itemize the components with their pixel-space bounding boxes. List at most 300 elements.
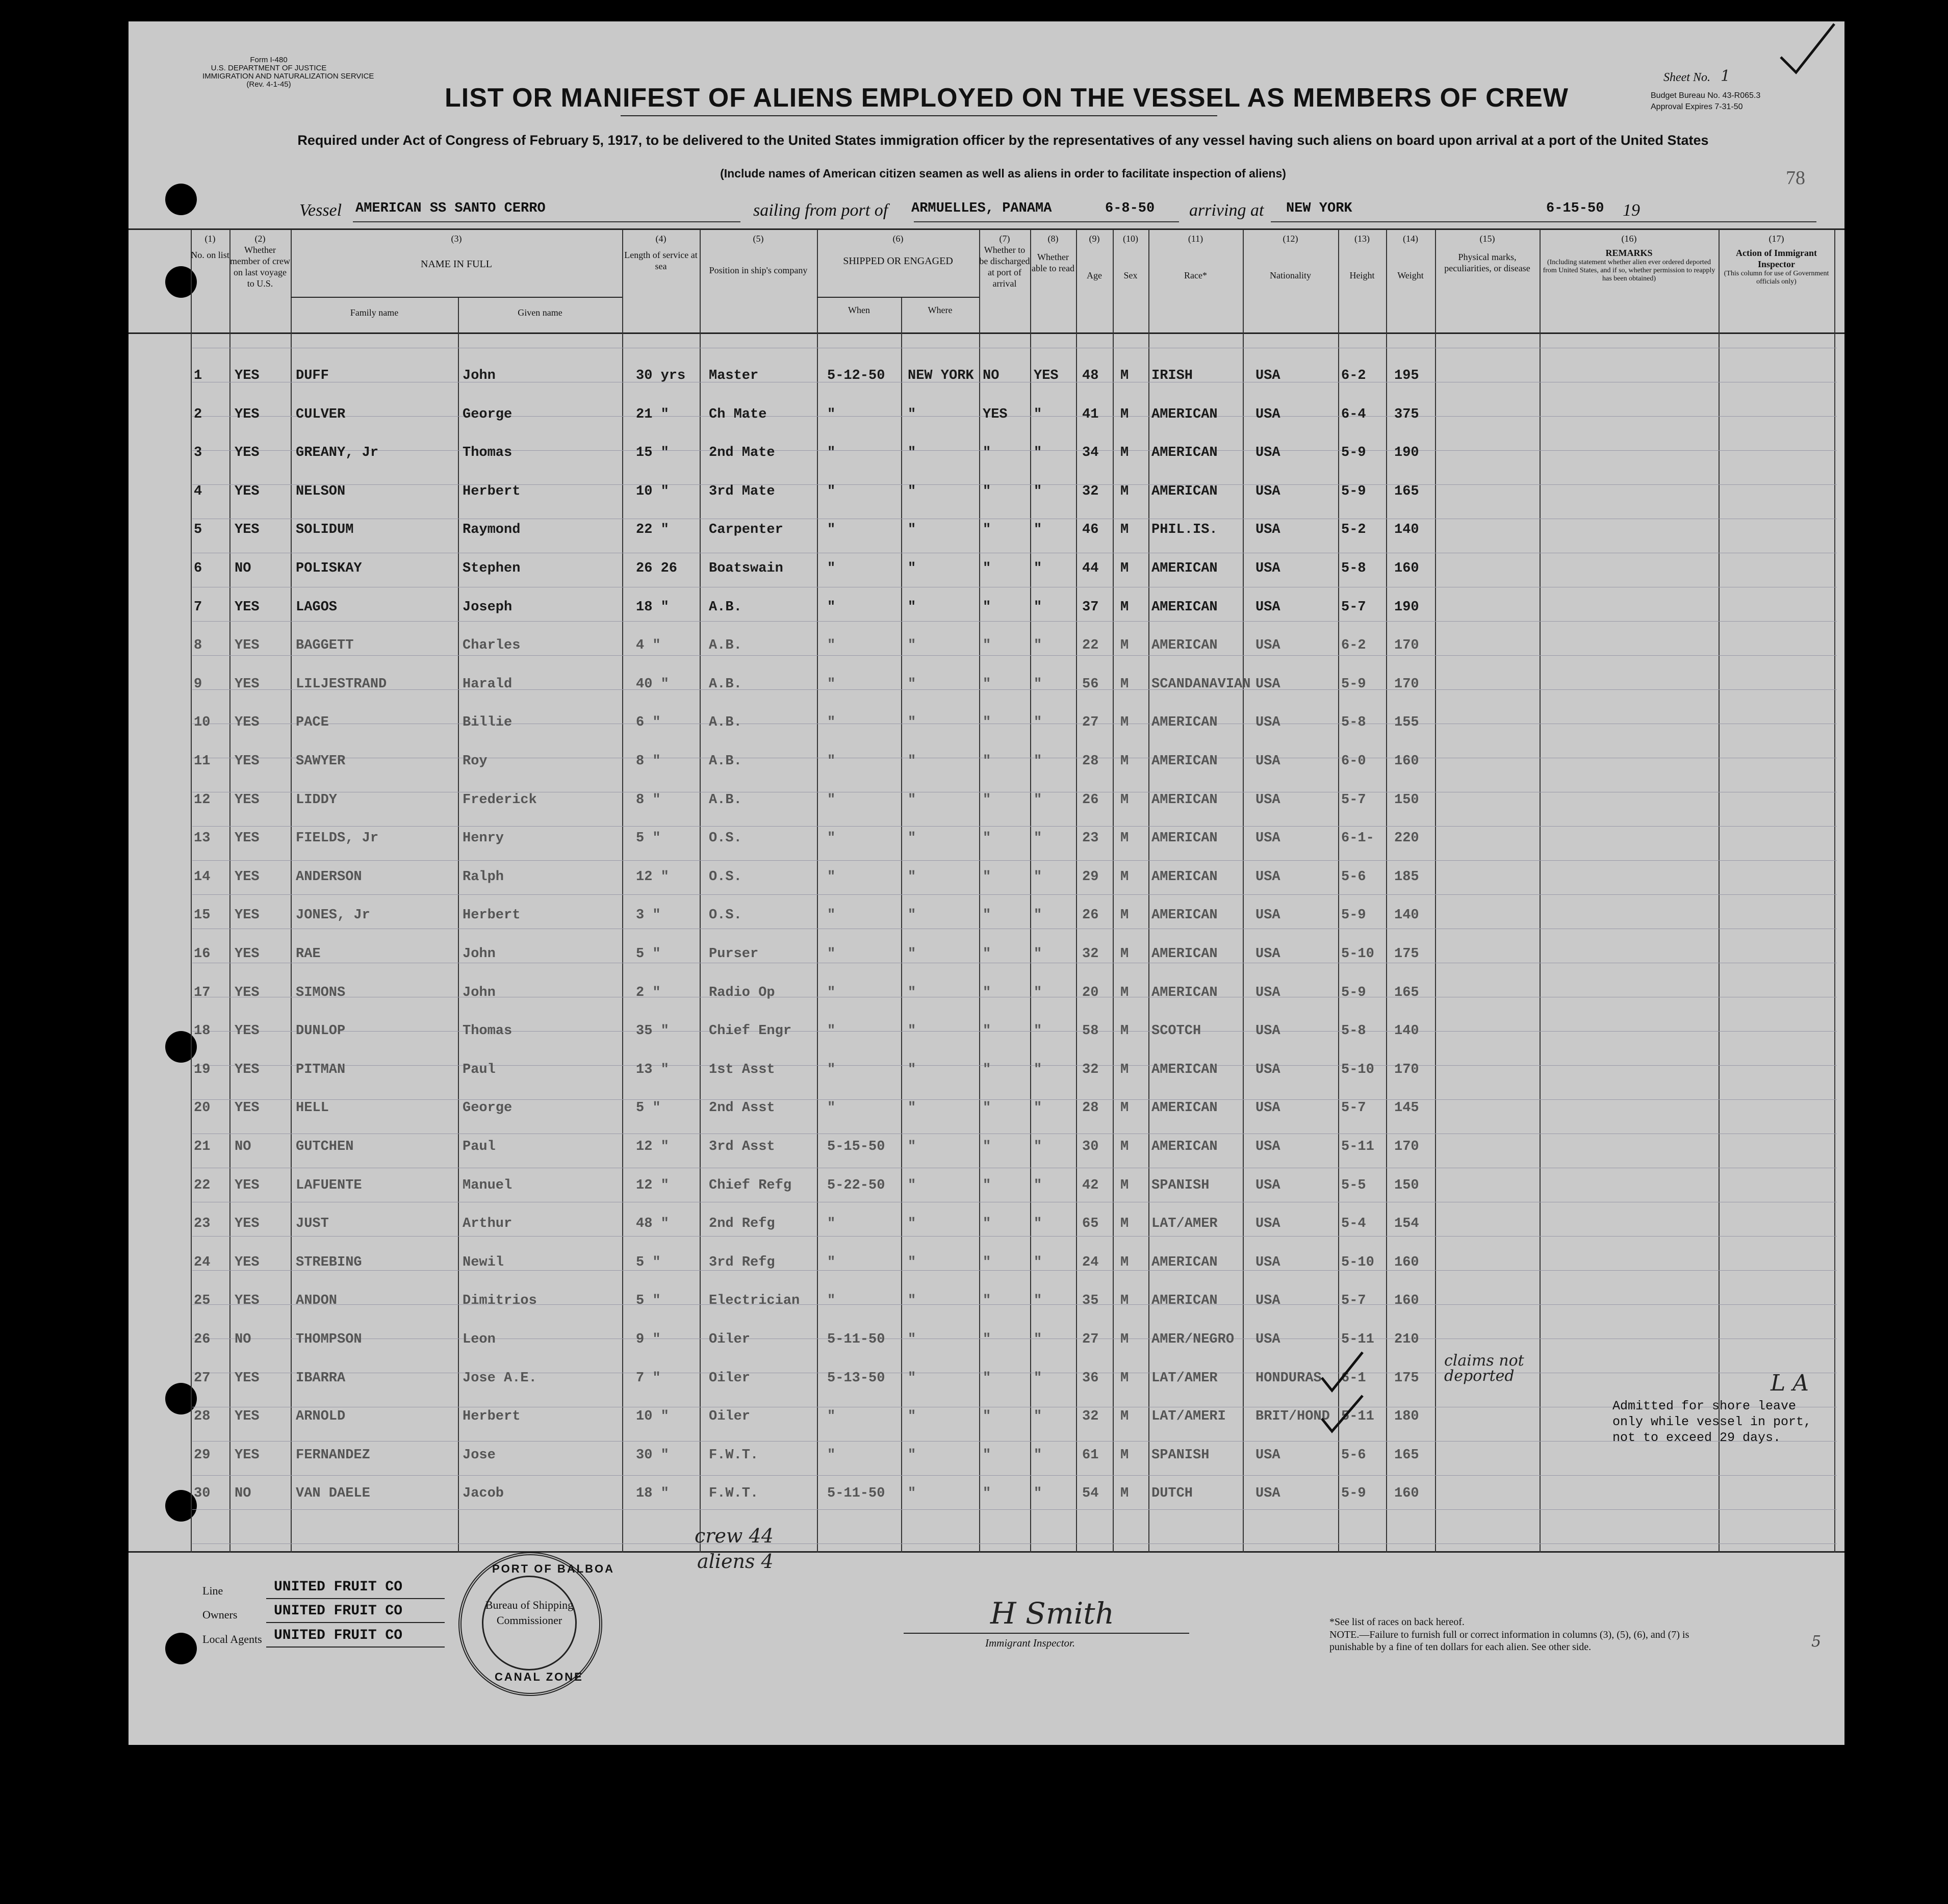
service-length-cell: 5 "	[636, 1293, 661, 1309]
shipped-where-cell: "	[908, 522, 916, 538]
line-rule	[266, 1598, 445, 1599]
sex-cell: M	[1120, 946, 1129, 962]
ruled-line	[192, 1543, 1837, 1544]
weight-cell: 185	[1394, 869, 1419, 885]
given-name-cell: John	[463, 985, 496, 1000]
discharged-cell: "	[983, 561, 991, 576]
height-cell: 5-7	[1341, 1100, 1366, 1116]
given-name-cell: George	[463, 406, 512, 422]
height-cell: 6-2	[1341, 368, 1366, 383]
age-cell: 32	[1082, 946, 1099, 962]
col-line	[1148, 229, 1149, 1553]
owners-rule	[266, 1622, 445, 1623]
service-length-cell: 18 "	[636, 599, 669, 615]
family-name-cell: JUST	[296, 1216, 329, 1232]
weight-cell: 375	[1394, 406, 1419, 422]
row-number-cell: 4	[194, 483, 202, 499]
position-cell: 2nd Refg	[709, 1216, 775, 1232]
shipped-when-cell: 5-11-50	[827, 1332, 885, 1347]
approval-expires: Approval Expires 7-31-50	[1651, 102, 1743, 111]
form-service: IMMIGRATION AND NATURALIZATION SERVICE	[202, 72, 374, 81]
port-of-balboa-seal	[458, 1552, 614, 1696]
nationality-cell: USA	[1255, 1216, 1280, 1232]
discharged-cell: "	[983, 946, 991, 962]
family-name-cell: DUNLOP	[296, 1023, 346, 1039]
position-cell: O.S.	[709, 831, 742, 846]
prev-voyage-cell: YES	[235, 985, 260, 1000]
row-number-cell: 23	[194, 1216, 211, 1232]
weight-cell: 155	[1394, 715, 1419, 731]
inspector-initials: L A	[1771, 1370, 1809, 1396]
nationality-cell: USA	[1255, 406, 1280, 422]
race-cell: AMERICAN	[1151, 1139, 1218, 1154]
nationality-cell: USA	[1255, 368, 1280, 383]
height-cell: 5-7	[1341, 792, 1366, 808]
shipped-where-cell: NEW YORK	[908, 368, 974, 383]
shipped-where-cell: "	[908, 406, 916, 422]
able-to-read-cell: "	[1034, 1216, 1042, 1232]
position-cell: Oiler	[709, 1332, 751, 1347]
sex-cell: M	[1120, 368, 1129, 383]
shipped-where-cell: "	[908, 1409, 916, 1425]
family-name-cell: POLISKAY	[296, 561, 362, 576]
service-length-cell: 5 "	[636, 831, 661, 846]
position-cell: O.S.	[709, 908, 742, 923]
discharged-cell: "	[983, 445, 991, 461]
family-name-cell: LIDDY	[296, 792, 338, 808]
weight-cell: 160	[1394, 1293, 1419, 1309]
service-length-cell: 3 "	[636, 908, 661, 923]
prev-voyage-cell: NO	[235, 1139, 251, 1154]
ruled-line	[192, 1099, 1837, 1100]
row-number-cell: 27	[194, 1370, 211, 1386]
shipped-when-cell: "	[827, 483, 836, 499]
race-cell: LAT/AMERI	[1151, 1409, 1226, 1425]
service-length-cell: 12 "	[636, 1177, 669, 1193]
date-rule	[1505, 221, 1816, 222]
given-name-cell: Harald	[463, 676, 512, 692]
service-length-cell: 5 "	[636, 1100, 661, 1116]
claims-annotation: claims not deported	[1444, 1352, 1524, 1385]
height-cell: 6-0	[1341, 754, 1366, 769]
col-9-header: (9) Age	[1087, 234, 1102, 280]
able-to-read-cell: "	[1034, 792, 1042, 808]
given-name-cell: Joseph	[463, 599, 512, 615]
shipped-when-cell: "	[827, 406, 836, 422]
nationality-cell: HONDURAS	[1255, 1370, 1322, 1386]
age-cell: 65	[1082, 1216, 1099, 1232]
service-length-cell: 15 "	[636, 445, 669, 461]
col-2-header: (2) Whether member of crew on last voyage to U.S.	[230, 234, 290, 289]
row-number-cell: 17	[194, 985, 211, 1000]
service-length-cell: 12 "	[636, 1139, 669, 1154]
col-10-header: (10) Sex	[1123, 234, 1138, 280]
sex-cell: M	[1120, 1370, 1129, 1386]
given-name-cell: George	[463, 1100, 512, 1116]
able-to-read-cell: "	[1034, 946, 1042, 962]
sex-cell: M	[1120, 908, 1129, 923]
shipped-when-cell: "	[827, 676, 836, 692]
age-cell: 37	[1082, 599, 1099, 615]
sex-cell: M	[1120, 599, 1129, 615]
ruled-line	[192, 416, 1837, 417]
shipped-when-cell: "	[827, 831, 836, 846]
nationality-cell: USA	[1255, 1062, 1280, 1077]
given-name-cell: Roy	[463, 754, 488, 769]
row-number-cell: 18	[194, 1023, 211, 1039]
race-cell: AMERICAN	[1151, 406, 1218, 422]
given-name-cell: Manuel	[463, 1177, 512, 1193]
able-to-read-cell: "	[1034, 1177, 1042, 1193]
line-value: UNITED FRUIT CO	[274, 1579, 403, 1595]
ruled-line	[192, 1509, 1837, 1510]
service-length-cell: 8 "	[636, 754, 661, 769]
weight-cell: 175	[1394, 1370, 1419, 1386]
able-to-read-cell: "	[1034, 1332, 1042, 1347]
discharged-cell: "	[983, 1254, 991, 1270]
family-name-cell: STREBING	[296, 1254, 362, 1270]
shipped-where-cell: "	[908, 638, 916, 654]
height-cell: 5-5	[1341, 1177, 1366, 1193]
shipped-where-cell: "	[908, 1486, 916, 1502]
shipped-when-cell: "	[827, 1100, 836, 1116]
age-cell: 20	[1082, 985, 1099, 1000]
ruled-line	[192, 826, 1837, 827]
age-cell: 54	[1082, 1486, 1099, 1502]
prev-voyage-cell: YES	[235, 715, 260, 731]
given-name-cell: Thomas	[463, 445, 512, 461]
name-split-rule	[291, 297, 622, 298]
col-line	[1719, 229, 1720, 1553]
height-cell: 5-4	[1341, 1216, 1366, 1232]
given-name-cell: Leon	[463, 1332, 496, 1347]
discharged-cell: "	[983, 1100, 991, 1116]
family-name-cell: NELSON	[296, 483, 346, 499]
position-cell: A.B.	[709, 792, 742, 808]
age-cell: 46	[1082, 522, 1099, 538]
shipped-where-cell: "	[908, 445, 916, 461]
height-cell: 5-11	[1341, 1139, 1374, 1154]
ruled-line	[192, 1270, 1837, 1271]
prev-voyage-cell: YES	[235, 522, 260, 538]
prev-voyage-cell: NO	[235, 561, 251, 576]
nationality-cell: USA	[1255, 599, 1280, 615]
weight-cell: 145	[1394, 1100, 1419, 1116]
shipped-when-cell: "	[827, 754, 836, 769]
discharged-cell: "	[983, 1177, 991, 1193]
able-to-read-cell: "	[1034, 1100, 1042, 1116]
sex-cell: M	[1120, 1023, 1129, 1039]
sex-cell: M	[1120, 985, 1129, 1000]
sex-cell: M	[1120, 869, 1129, 885]
position-cell: Boatswain	[709, 561, 783, 576]
age-cell: 27	[1082, 1332, 1099, 1347]
row-number-cell: 11	[194, 754, 211, 769]
inspector-signature: H Smith	[990, 1596, 1114, 1631]
shipped-where-cell: "	[908, 1177, 916, 1193]
family-name-cell: ANDON	[296, 1293, 338, 1309]
service-length-cell: 5 "	[636, 1254, 661, 1270]
row-number-cell: 21	[194, 1139, 211, 1154]
sex-cell: M	[1120, 1332, 1129, 1347]
weight-cell: 180	[1394, 1409, 1419, 1425]
prev-voyage-cell: YES	[235, 754, 260, 769]
given-name-cell: Thomas	[463, 1023, 512, 1039]
able-to-read-cell: "	[1034, 1409, 1042, 1425]
subtitle: Required under Act of Congress of February 5, 1917, to be delivered to the United States immigration officer by the representatives of any vessel having such aliens on board upon arrival at a port of the United States	[297, 133, 1709, 148]
race-cell: AMERICAN	[1151, 908, 1218, 923]
nationality-cell: USA	[1255, 715, 1280, 731]
table-header-rule	[129, 332, 1844, 334]
row-number-cell: 13	[194, 831, 211, 846]
able-to-read-cell: "	[1034, 1486, 1042, 1502]
height-cell: 5-9	[1341, 483, 1366, 499]
weight-cell: 195	[1394, 368, 1419, 383]
family-name-cell: LILJESTRAND	[296, 676, 387, 692]
col-line	[1834, 229, 1835, 1553]
able-to-read-cell: "	[1034, 1370, 1042, 1386]
seal-inner	[482, 1576, 577, 1670]
sex-cell: M	[1120, 1062, 1129, 1077]
age-cell: 24	[1082, 1254, 1099, 1270]
sex-cell: M	[1120, 1293, 1129, 1309]
height-cell: 5-9	[1341, 985, 1366, 1000]
family-name-cell: ANDERSON	[296, 869, 362, 885]
age-cell: 36	[1082, 1370, 1099, 1386]
position-cell: O.S.	[709, 869, 742, 885]
position-cell: Master	[709, 368, 759, 383]
nationality-cell: USA	[1255, 1139, 1280, 1154]
sex-cell: M	[1120, 792, 1129, 808]
race-cell: SPANISH	[1151, 1177, 1210, 1193]
seal-top-text: PORT OF BALBOA	[492, 1562, 614, 1575]
shipped-where-cell: "	[908, 1216, 916, 1232]
shipped-when-cell: "	[827, 792, 836, 808]
discharged-cell: "	[983, 1486, 991, 1502]
shipped-where-cell: "	[908, 1370, 916, 1386]
service-length-cell: 21 "	[636, 406, 669, 422]
given-name-cell: Arthur	[463, 1216, 512, 1232]
row-number-cell: 20	[194, 1100, 211, 1116]
weight-cell: 150	[1394, 1177, 1419, 1193]
age-cell: 58	[1082, 1023, 1099, 1039]
race-cell: AMERICAN	[1151, 1062, 1218, 1077]
prev-voyage-cell: YES	[235, 1370, 260, 1386]
arriving-label: arriving at	[1189, 201, 1264, 220]
checkmark-icon	[1317, 1347, 1368, 1449]
nationality-cell: USA	[1255, 561, 1280, 576]
nationality-cell: USA	[1255, 445, 1280, 461]
age-cell: 48	[1082, 368, 1099, 383]
weight-cell: 170	[1394, 638, 1419, 654]
shipped-when-cell: "	[827, 1062, 836, 1077]
race-cell: AMERICAN	[1151, 445, 1218, 461]
height-cell: 5-2	[1341, 522, 1366, 538]
weight-cell: 160	[1394, 754, 1419, 769]
race-cell: AMERICAN	[1151, 561, 1218, 576]
nationality-cell: USA	[1255, 1254, 1280, 1270]
col-11-header: (11) Race*	[1184, 234, 1207, 280]
line-label: Line	[202, 1584, 223, 1597]
shipped-split-rule	[817, 297, 979, 298]
discharged-cell: "	[983, 1447, 991, 1463]
weight-cell: 140	[1394, 908, 1419, 923]
service-length-cell: 9 "	[636, 1332, 661, 1347]
shipped-when-cell: "	[827, 1254, 836, 1270]
family-name-cell: FERNANDEZ	[296, 1447, 370, 1463]
shipped-when-cell: "	[827, 946, 836, 962]
row-number-cell: 12	[194, 792, 211, 808]
page-title: LIST OR MANIFEST OF ALIENS EMPLOYED ON THE VESSEL AS MEMBERS OF CREW	[445, 83, 1569, 113]
nationality-cell: USA	[1255, 831, 1280, 846]
binder-hole	[165, 1031, 197, 1063]
race-cell: AMERICAN	[1151, 599, 1218, 615]
prev-voyage-cell: YES	[235, 599, 260, 615]
able-to-read-cell: "	[1034, 445, 1042, 461]
vessel-label: Vessel	[299, 201, 342, 220]
ruled-line	[192, 484, 1837, 485]
family-name-cell: LAGOS	[296, 599, 338, 615]
age-cell: 26	[1082, 908, 1099, 923]
height-cell: 5-10	[1341, 946, 1374, 962]
col-line	[1113, 229, 1114, 1553]
family-name-cell: BAGGETT	[296, 638, 354, 654]
row-number-cell: 24	[194, 1254, 211, 1270]
shipped-where-cell: "	[908, 1447, 916, 1463]
height-cell: 5-10	[1341, 1062, 1374, 1077]
owners-label: Owners	[202, 1608, 238, 1621]
able-to-read-cell: "	[1034, 1023, 1042, 1039]
ruled-line	[192, 1475, 1837, 1476]
shipped-where-cell: "	[908, 1293, 916, 1309]
sex-cell: M	[1120, 522, 1129, 538]
nationality-cell: USA	[1255, 1486, 1280, 1502]
shipped-when-cell: 5-13-50	[827, 1370, 885, 1386]
position-cell: 3rd Refg	[709, 1254, 775, 1270]
able-to-read-cell: "	[1034, 599, 1042, 615]
nationality-cell: USA	[1255, 792, 1280, 808]
able-to-read-cell: "	[1034, 406, 1042, 422]
owners-value: UNITED FRUIT CO	[274, 1603, 403, 1619]
sex-cell: M	[1120, 1409, 1129, 1425]
weight-cell: 190	[1394, 599, 1419, 615]
race-cell: PHIL.IS.	[1151, 522, 1218, 538]
nationality-cell: BRIT/HOND	[1255, 1409, 1330, 1425]
given-name-cell: Paul	[463, 1062, 496, 1077]
position-cell: Purser	[709, 946, 759, 962]
discharged-cell: "	[983, 1332, 991, 1347]
shipped-when-cell: "	[827, 908, 836, 923]
nationality-cell: USA	[1255, 985, 1280, 1000]
col-15-header: (15) Physical marks, peculiarities, or disease	[1444, 234, 1530, 273]
given-name-cell: John	[463, 368, 496, 383]
shipped-when-cell: "	[827, 522, 836, 538]
position-cell: Chief Refg	[709, 1177, 792, 1193]
prev-voyage-cell: YES	[235, 368, 260, 383]
discharged-cell: "	[983, 792, 991, 808]
agents-value: UNITED FRUIT CO	[274, 1628, 403, 1643]
ruled-line	[192, 860, 1837, 861]
age-cell: 29	[1082, 869, 1099, 885]
nationality-cell: USA	[1255, 483, 1280, 499]
weight-cell: 165	[1394, 985, 1419, 1000]
age-cell: 56	[1082, 676, 1099, 692]
col-13-header: (13) Height	[1349, 234, 1375, 280]
shipped-where-cell: "	[908, 599, 916, 615]
nationality-cell: USA	[1255, 1293, 1280, 1309]
shipped-where-cell: "	[908, 1139, 916, 1154]
row-number-cell: 26	[194, 1332, 211, 1347]
able-to-read-cell: "	[1034, 1139, 1042, 1154]
where-header: Where	[928, 305, 953, 315]
weight-cell: 140	[1394, 1023, 1419, 1039]
prev-voyage-cell: YES	[235, 908, 260, 923]
shipped-where-cell: "	[908, 676, 916, 692]
weight-cell: 210	[1394, 1332, 1419, 1347]
height-cell: 5-9	[1341, 908, 1366, 923]
nationality-cell: USA	[1255, 908, 1280, 923]
given-name-cell: Raymond	[463, 522, 521, 538]
ruled-line	[192, 1236, 1837, 1237]
seal-center-text: Bureau of Shipping Commissioner	[485, 1599, 574, 1627]
position-cell: Carpenter	[709, 522, 783, 538]
given-name-cell: Newil	[463, 1254, 504, 1270]
prev-voyage-cell: YES	[235, 1216, 260, 1232]
col-line	[1386, 229, 1387, 1553]
row-number-cell: 15	[194, 908, 211, 923]
sex-cell: M	[1120, 406, 1129, 422]
shipped-when-cell: "	[827, 1293, 836, 1309]
family-name-cell: DUFF	[296, 368, 329, 383]
service-length-cell: 10 "	[636, 483, 669, 499]
shipped-where-cell: "	[908, 1062, 916, 1077]
crew-count: crew 44	[695, 1525, 774, 1547]
position-cell: 2nd Mate	[709, 445, 775, 461]
col-7-header: (7) Whether to be discharged at port of arrival	[979, 234, 1030, 289]
form-number: Form I-480	[250, 56, 288, 64]
col-6-header: (6) SHIPPED OR ENGAGED	[843, 234, 953, 267]
race-cell: AMERICAN	[1151, 638, 1218, 654]
family-name-cell: HELL	[296, 1100, 329, 1116]
age-cell: 34	[1082, 445, 1099, 461]
service-length-cell: 10 "	[636, 1409, 669, 1425]
binder-hole	[165, 184, 197, 215]
nationality-cell: USA	[1255, 1100, 1280, 1116]
position-cell: A.B.	[709, 754, 742, 769]
family-name-cell: ARNOLD	[296, 1409, 346, 1425]
family-name-header: Family name	[350, 307, 399, 318]
family-name-cell: VAN DAELE	[296, 1486, 370, 1502]
shipped-when-cell: "	[827, 599, 836, 615]
ruled-line	[192, 655, 1837, 656]
admitted-stamp: Admitted for shore leave only while vessel in port, not to exceed 29 days.	[1612, 1399, 1812, 1445]
able-to-read-cell: "	[1034, 638, 1042, 654]
from-port: ARMUELLES, PANAMA	[911, 201, 1052, 216]
prev-voyage-cell: YES	[235, 676, 260, 692]
service-length-cell: 6 "	[636, 715, 661, 731]
row-number-cell: 7	[194, 599, 202, 615]
family-name-cell: GUTCHEN	[296, 1139, 354, 1154]
col-3-header: (3) NAME IN FULL	[421, 234, 492, 270]
page-mark: 78	[1786, 167, 1805, 189]
age-cell: 27	[1082, 715, 1099, 731]
able-to-read-cell: "	[1034, 1293, 1042, 1309]
sex-cell: M	[1120, 1177, 1129, 1193]
ruled-line	[192, 1304, 1837, 1305]
weight-cell: 165	[1394, 483, 1419, 499]
shipped-where-cell: "	[908, 483, 916, 499]
discharged-cell: NO	[983, 368, 999, 383]
